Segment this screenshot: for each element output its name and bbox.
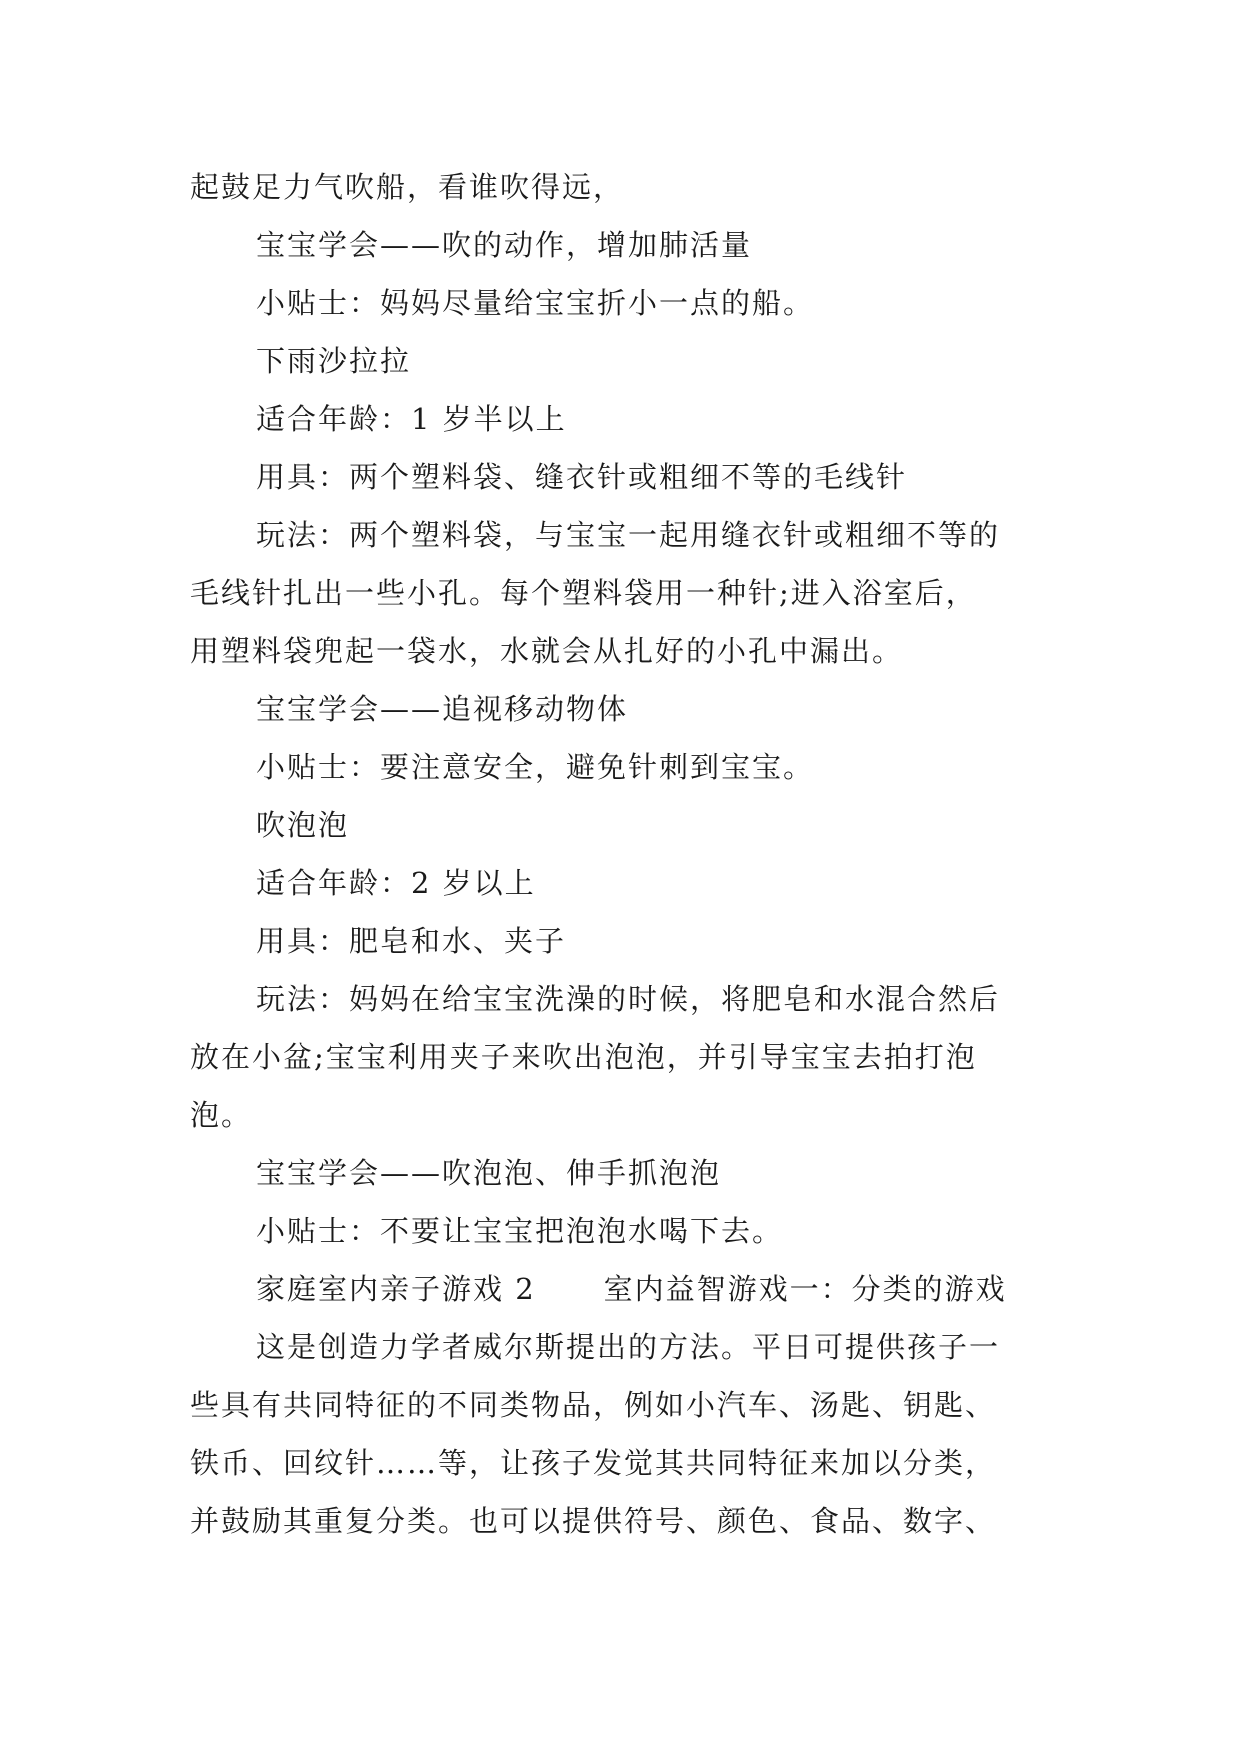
- text-line: 用具：肥皂和水、夹子: [256, 924, 567, 958]
- text-line: 宝宝学会——吹的动作，增加肺活量: [256, 228, 753, 262]
- text-line: 小贴士：要注意安全，避免针刺到宝宝。: [256, 750, 815, 784]
- text-line: 小贴士：妈妈尽量给宝宝折小一点的船。: [256, 286, 815, 320]
- text-line: 小贴士：不要让宝宝把泡泡水喝下去。: [256, 1214, 784, 1248]
- text-line: 起鼓足力气吹船，看谁吹得远，: [190, 170, 625, 204]
- subsection-title: 室内益智游戏一：分类的游戏: [603, 1272, 1007, 1306]
- text-line: 并鼓励其重复分类。也可以提供符号、颜色、食品、数字、: [190, 1504, 997, 1538]
- text-line: 适合年龄：2 岁以上: [256, 866, 536, 900]
- text-line: 毛线针扎出一些小孔。每个塑料袋用一种针;进入浴室后，: [190, 576, 977, 610]
- text-line: 玩法：妈妈在给宝宝洗澡的时候，将肥皂和水混合然后: [256, 982, 1001, 1016]
- text-line: 用塑料袋兜起一袋水，水就会从扎好的小孔中漏出。: [190, 634, 904, 668]
- text-line: 这是创造力学者威尔斯提出的方法。平日可提供孩子一: [256, 1330, 1001, 1364]
- text-line: 玩法：两个塑料袋，与宝宝一起用缝衣针或粗细不等的: [256, 518, 1001, 552]
- text-line: 铁币、回纹针……等，让孩子发觉其共同特征来加以分类，: [190, 1446, 997, 1480]
- text-line: 宝宝学会——追视移动物体: [256, 692, 629, 726]
- text-line: 用具：两个塑料袋、缝衣针或粗细不等的毛线针: [256, 460, 908, 494]
- text-line: 宝宝学会——吹泡泡、伸手抓泡泡: [256, 1156, 722, 1190]
- section-heading: 下雨沙拉拉: [256, 344, 412, 378]
- text-line: 适合年龄：1 岁半以上: [256, 402, 567, 436]
- section-heading: 吹泡泡: [256, 808, 350, 842]
- body-text: [190, 158, 1070, 1550]
- text-line: 些具有共同特征的不同类物品，例如小汽车、汤匙、钥匙、: [190, 1388, 997, 1422]
- section-heading: 家庭室内亲子游戏 2 室内益智游戏一：分类的游戏: [256, 1272, 1007, 1306]
- text-line: 放在小盆;宝宝利用夹子来吹出泡泡，并引导宝宝去拍打泡: [190, 1040, 977, 1074]
- text-line: 泡。: [190, 1098, 253, 1132]
